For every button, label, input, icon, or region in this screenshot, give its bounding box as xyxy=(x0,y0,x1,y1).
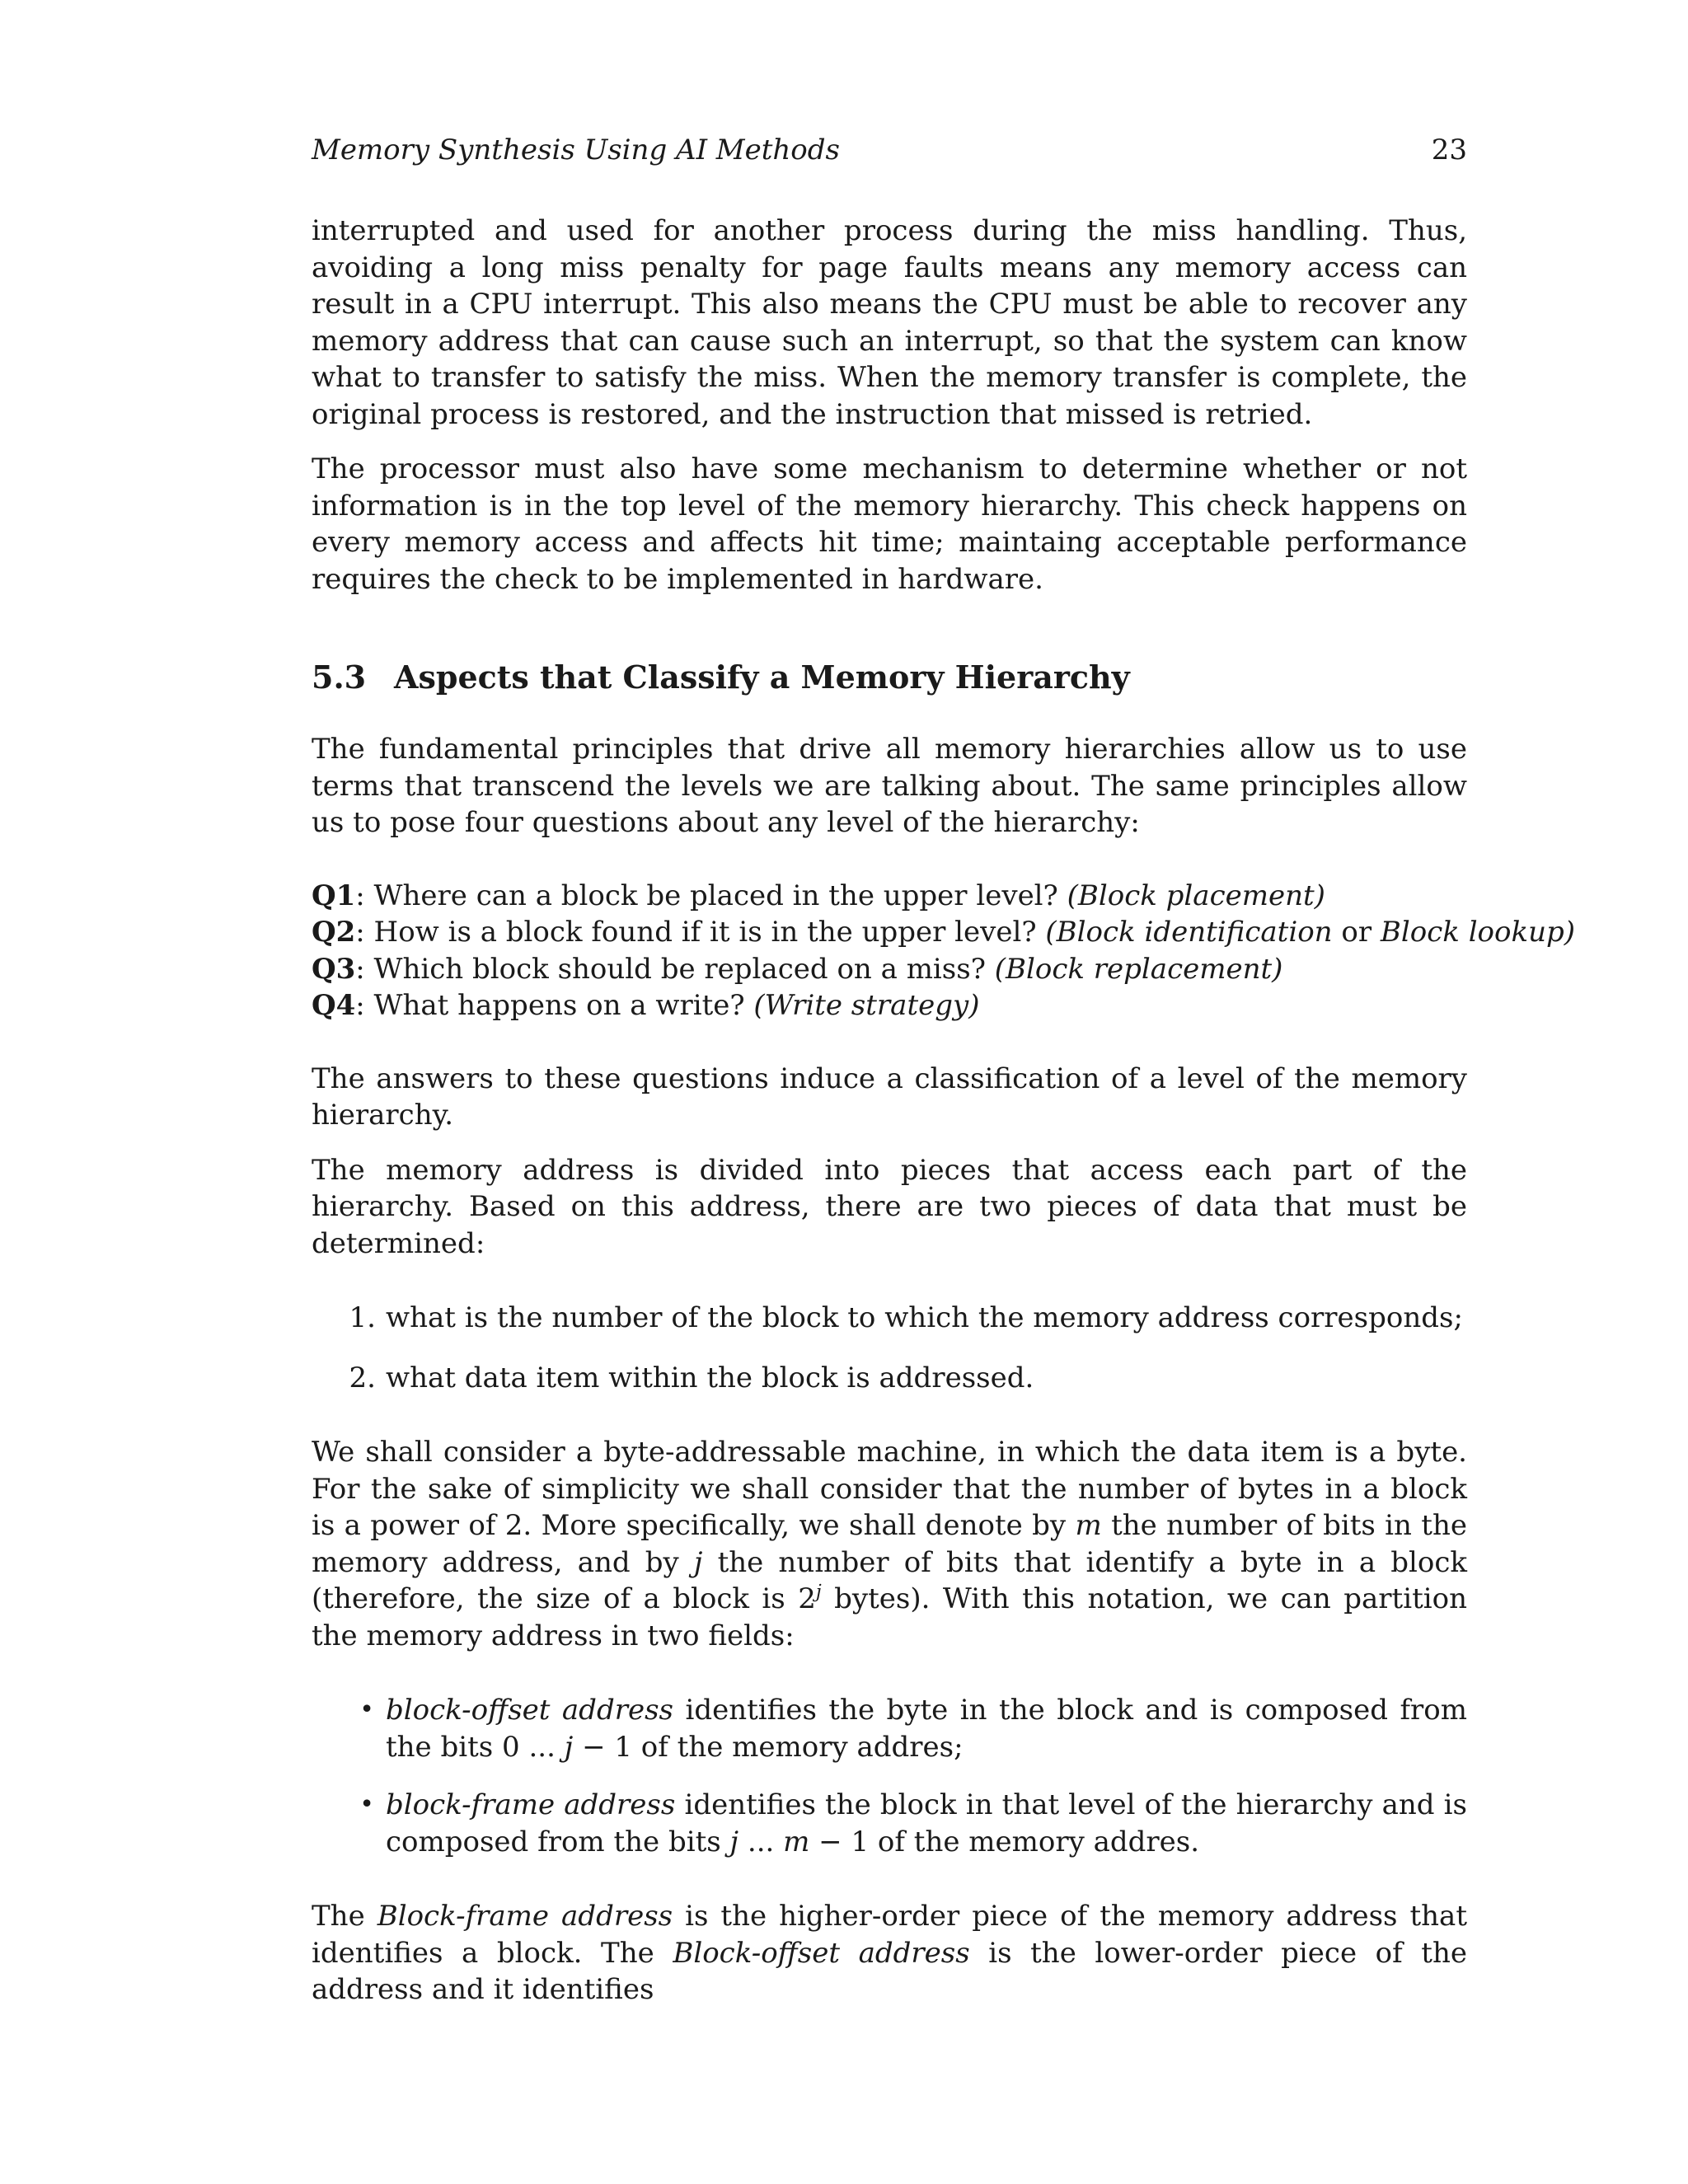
text-run: − 1 of the memory addres. xyxy=(809,1825,1200,1858)
question-q2 xyxy=(312,914,1576,951)
bullet-marker: • xyxy=(359,1790,374,1819)
math-variable: m xyxy=(1075,1509,1102,1542)
paragraph-block-frame xyxy=(312,1898,1467,2008)
running-header xyxy=(312,132,1467,168)
question-text: : How is a block found if it is in the upper level? xyxy=(355,916,1046,949)
list-item-text xyxy=(386,1787,1467,1860)
bullet-marker: • xyxy=(359,1695,374,1724)
section-heading xyxy=(312,657,1467,698)
text-run: identifies the byte in the block and is composed from the bits 0 ... xyxy=(386,1694,1467,1764)
paragraph-top-level-check: The processor must also have some mechanism to determine whether or not information is in the top level of the memory hierarchy. This check happens on every memory access and affects hit time; maintaing acceptable performance requires the check to be implemented in hardware. xyxy=(312,452,1467,596)
term: Block-offset address xyxy=(673,1936,970,1970)
list-item-text xyxy=(386,1692,1467,1765)
text-run: The xyxy=(312,1900,377,1933)
math-superscript: j xyxy=(815,1582,822,1603)
list-item-text: what data item within the block is addressed. xyxy=(386,1361,1034,1394)
paragraph-principles: The fundamental principles that drive all memory hierarchies allow us to use terms that transcend the levels we are talking about. The same principles allow us to pose four questions about any level of the hierarchy: xyxy=(312,733,1467,839)
question-text: : What happens on a write? xyxy=(355,989,754,1022)
term: block-frame address xyxy=(386,1788,676,1821)
list-item xyxy=(312,1692,1467,1765)
list-item xyxy=(312,1787,1467,1860)
question-q4 xyxy=(312,987,1467,1024)
bullet-list xyxy=(312,1692,1467,1860)
question-label: Q3 xyxy=(312,952,356,986)
paragraph-classification: The answers to these questions induce a classification of a level of the memory hierarchy. xyxy=(312,1062,1467,1132)
question-note: (Write strategy) xyxy=(753,989,980,1022)
term: block-offset address xyxy=(386,1694,673,1727)
question-text: : Which block should be replaced on a miss? xyxy=(355,952,995,986)
question-q1 xyxy=(312,878,1467,915)
question-label: Q2 xyxy=(312,916,356,949)
text-run: identifies the block in that level of the hierarchy and is composed from the bits xyxy=(386,1788,1467,1858)
paragraph-miss-handling: interrupted and used for another process during the miss handling. Thus, avoiding a long miss penalty for page faults means any memory access can result in a CPU interrupt. This also means the CPU must be able to recover any memory address that can cause such an interrupt, so that the system can know what to transfer to satisfy the miss. When the memory transfer is complete, the original process is restored, and the instruction that missed is retried. xyxy=(312,214,1467,431)
section-title: Aspects that Classify a Memory Hierarchy xyxy=(394,658,1130,696)
page-content xyxy=(312,132,1576,2008)
math-variable: j xyxy=(564,1730,574,1764)
text-run: − 1 of the memory addres; xyxy=(573,1730,964,1764)
math-variable: j xyxy=(729,1825,739,1858)
list-marker: 1. xyxy=(349,1301,376,1334)
question-text: : Where can a block be placed in the upper level? xyxy=(355,879,1067,912)
question-note: (Block replacement) xyxy=(994,952,1283,986)
text-run: ... xyxy=(738,1825,784,1858)
question-connector: or xyxy=(1332,916,1381,949)
text-run: is the lower-order piece of the address and it identifies xyxy=(312,1936,1467,2006)
section-number: 5.3 xyxy=(312,658,367,696)
question-label: Q1 xyxy=(312,879,356,912)
question-note: (Block placement) xyxy=(1067,879,1325,912)
math-variable: m xyxy=(783,1825,810,1858)
text-run: bytes). With this notation, we can partition the memory address in two fields: xyxy=(312,1582,1467,1652)
enumerated-list xyxy=(312,1300,1467,1396)
question-label: Q4 xyxy=(312,989,356,1022)
running-title: Memory Synthesis Using AI Methods xyxy=(312,134,840,166)
list-item xyxy=(312,1300,1467,1337)
text-run: the number of bits in the memory address, and by xyxy=(312,1509,1467,1579)
question-list xyxy=(312,878,1576,1024)
question-q3 xyxy=(312,951,1467,988)
list-marker: 2. xyxy=(349,1361,376,1394)
paragraph-byte-addressable xyxy=(312,1434,1467,1654)
question-note: (Block identification xyxy=(1045,916,1333,949)
text-run: the number of bits that identify a byte in a block (therefore, the size of a block is 2 xyxy=(312,1545,1467,1615)
question-note: Block lookup) xyxy=(1380,916,1576,949)
paragraph-address-pieces: The memory address is divided into pieces that access each part of the hierarchy. Based on this address, there are two pieces of data that must be determined: xyxy=(312,1153,1467,1260)
text-run: We shall consider a byte-addressable machine, in which the data item is a byte. For the sake of simplicity we shall consider that the number of bytes in a block is a power of 2. More specifically, we shall denote by xyxy=(312,1436,1467,1542)
term: Block-frame address xyxy=(377,1900,673,1933)
list-item xyxy=(312,1360,1467,1397)
math-variable: j xyxy=(693,1545,703,1579)
list-item-text: what is the number of the block to which the memory address corresponds; xyxy=(386,1301,1463,1334)
page-number: 23 xyxy=(1431,134,1467,166)
text-run: is the higher-order piece of the memory address that identifies a block. The xyxy=(312,1900,1467,1970)
